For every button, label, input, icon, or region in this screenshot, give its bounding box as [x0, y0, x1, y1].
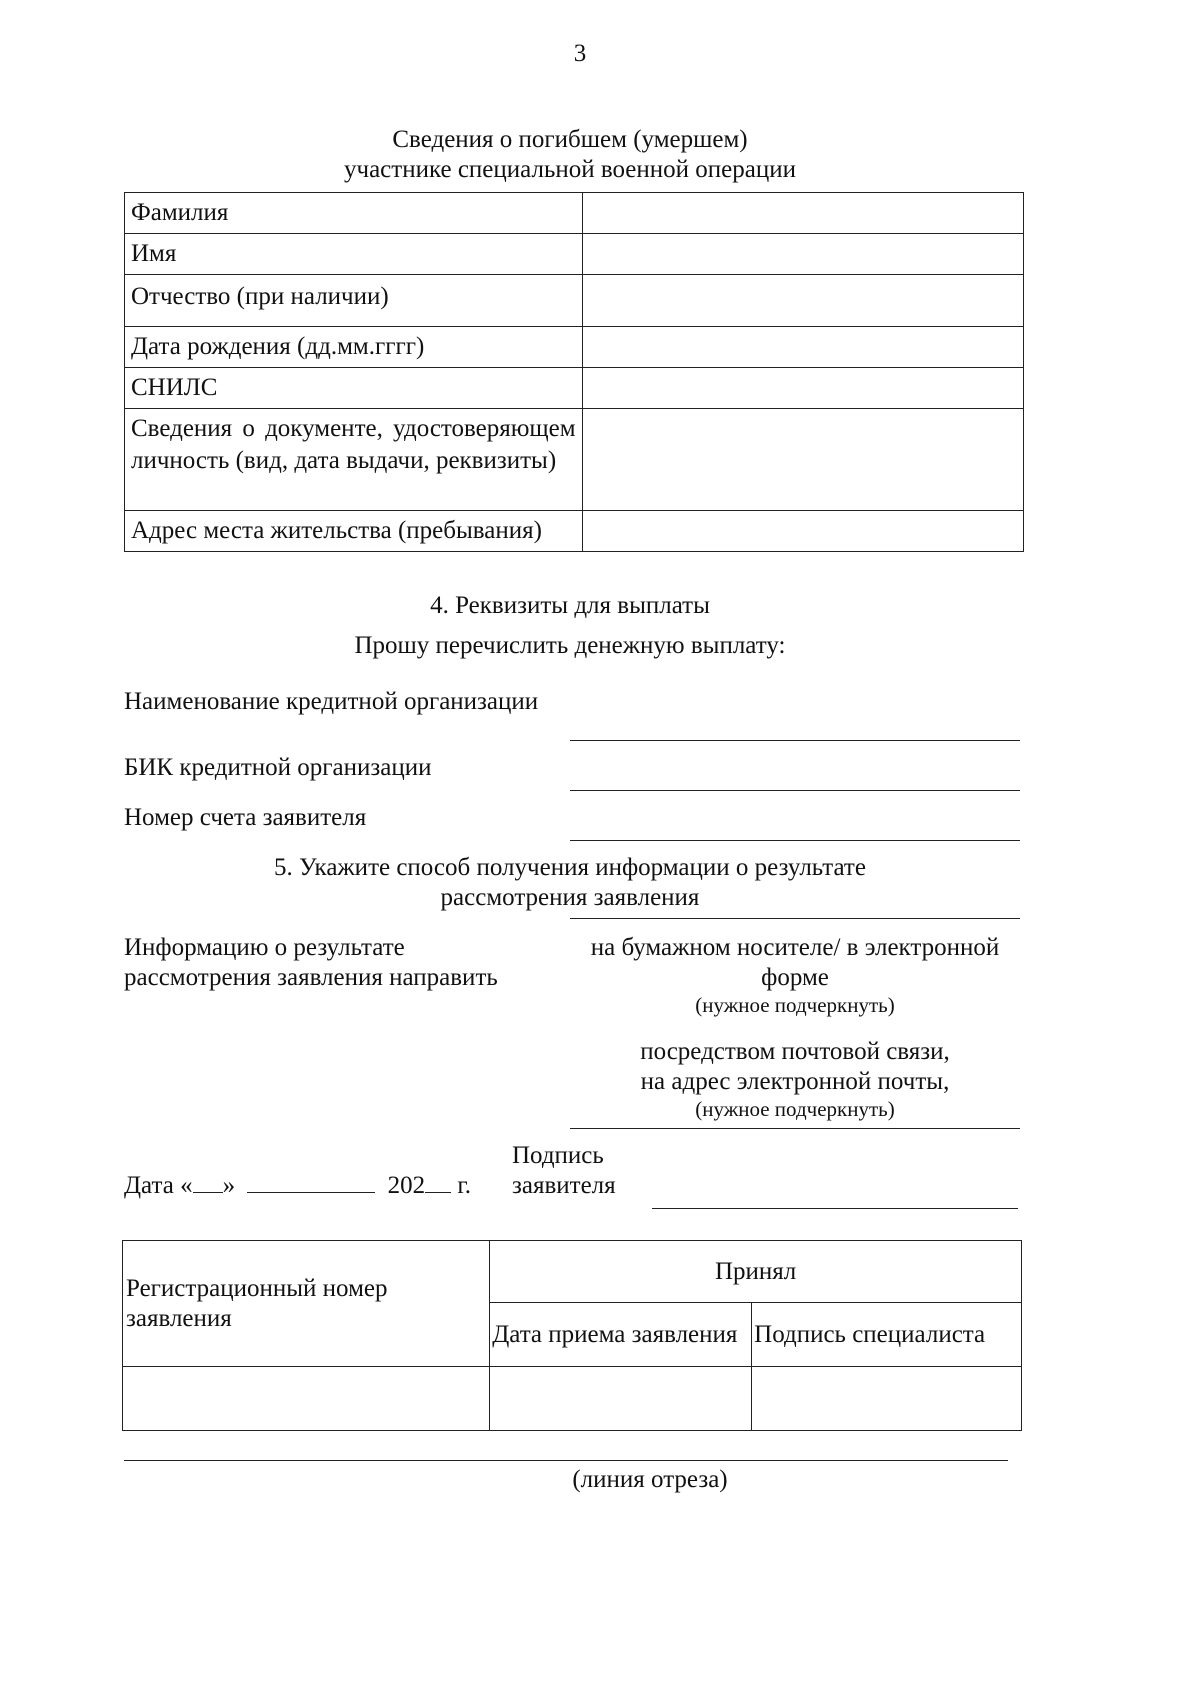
field-label-snils: СНИЛС — [125, 368, 583, 409]
signature-label-line2: заявителя — [512, 1172, 616, 1199]
underline-note-1: (нужное подчеркнуть) — [695, 993, 895, 1017]
table-row — [125, 193, 1024, 234]
account-field[interactable] — [570, 806, 1020, 841]
date-accepted-label: Дата приема заявления — [490, 1303, 752, 1367]
field-value-patronymic[interactable] — [582, 275, 1023, 327]
field-label-name: Имя — [125, 234, 583, 275]
deceased-title-line1: Сведения о погибшем (умершем) — [392, 126, 748, 153]
field-label-birthdate: Дата рождения (дд.мм.гггг) — [125, 327, 583, 368]
info-direction-label-line2: рассмотрения заявления направить — [124, 964, 498, 991]
account-label: Номер счета заявителя — [124, 804, 367, 831]
field-value-birthdate[interactable] — [582, 327, 1023, 368]
field-label-surname: Фамилия — [125, 193, 583, 234]
table-row — [125, 327, 1024, 368]
option-paper-electronic-line1[interactable]: на бумажном носителе/ в электронной — [590, 934, 1000, 961]
cut-line-label: (линия отреза) — [572, 1466, 728, 1493]
day-blank[interactable] — [193, 1170, 223, 1193]
section5-divider — [570, 918, 1020, 919]
table-row — [125, 409, 1024, 511]
reg-number-label: Регистрационный номер заявления — [123, 1241, 490, 1367]
field-value-address[interactable] — [582, 511, 1023, 552]
deceased-title-line2: участнике специальной военной операции — [344, 156, 796, 183]
bank-name-field[interactable] — [570, 706, 1020, 741]
month-blank[interactable] — [247, 1170, 375, 1193]
date-line — [124, 1170, 471, 1202]
reg-number-value[interactable] — [123, 1367, 490, 1431]
info-direction-label-line1: Информацию о результате — [124, 934, 405, 961]
bik-label: БИК кредитной организации — [124, 754, 432, 781]
registration-table — [122, 1240, 1022, 1431]
section4-subtitle: Прошу перечислить денежную выплату: — [354, 632, 786, 659]
field-label-identity-document: Сведения о документе, удостоверяющем личность (вид, дата выдачи, реквизиты) — [125, 409, 583, 511]
option-paper-electronic-line2[interactable]: форме — [761, 964, 829, 991]
year-blank[interactable] — [425, 1170, 451, 1193]
bik-field[interactable] — [570, 756, 1020, 791]
table-row — [125, 275, 1024, 327]
signature-label-line1: Подпись — [512, 1142, 604, 1169]
applicant-signature-line[interactable] — [652, 1208, 1018, 1209]
section4-title: 4. Реквизиты для выплаты — [430, 592, 710, 619]
section5-title-line2: рассмотрения заявления — [440, 884, 700, 911]
field-label-patronymic: Отчество (при наличии) — [125, 275, 583, 327]
specialist-signature-value[interactable] — [752, 1367, 1022, 1431]
table-row — [125, 368, 1024, 409]
field-value-name[interactable] — [582, 234, 1023, 275]
field-value-snils[interactable] — [582, 368, 1023, 409]
table-row — [125, 511, 1024, 552]
table-row — [125, 234, 1024, 275]
option-postal-line[interactable]: посредством почтовой связи, — [640, 1038, 950, 1065]
section5-options-divider — [570, 1128, 1020, 1129]
date-accepted-value[interactable] — [490, 1367, 752, 1431]
field-value-surname[interactable] — [582, 193, 1023, 234]
deceased-info-table — [124, 192, 1024, 552]
table-row — [123, 1241, 1022, 1303]
date-prefix: Дата « — [124, 1172, 193, 1199]
year-prefix: 202 — [387, 1172, 426, 1199]
underline-note-2: (нужное подчеркнуть) — [695, 1097, 895, 1121]
accepted-label: Принял — [490, 1241, 1022, 1303]
bank-name-label: Наименование кредитной организации — [124, 688, 539, 715]
field-value-identity-document[interactable] — [582, 409, 1023, 511]
field-label-address: Адрес места жительства (пребывания) — [125, 511, 583, 552]
specialist-signature-label: Подпись специалиста — [752, 1303, 1022, 1367]
year-suffix: г. — [457, 1172, 472, 1199]
section5-title-line1: 5. Укажите способ получения информации о результате — [274, 854, 866, 881]
cut-line — [124, 1460, 1008, 1461]
page-number: 3 — [573, 40, 587, 67]
option-email-line[interactable]: на адрес электронной почты, — [640, 1068, 950, 1095]
table-row — [123, 1367, 1022, 1431]
date-mid: » — [222, 1172, 236, 1199]
